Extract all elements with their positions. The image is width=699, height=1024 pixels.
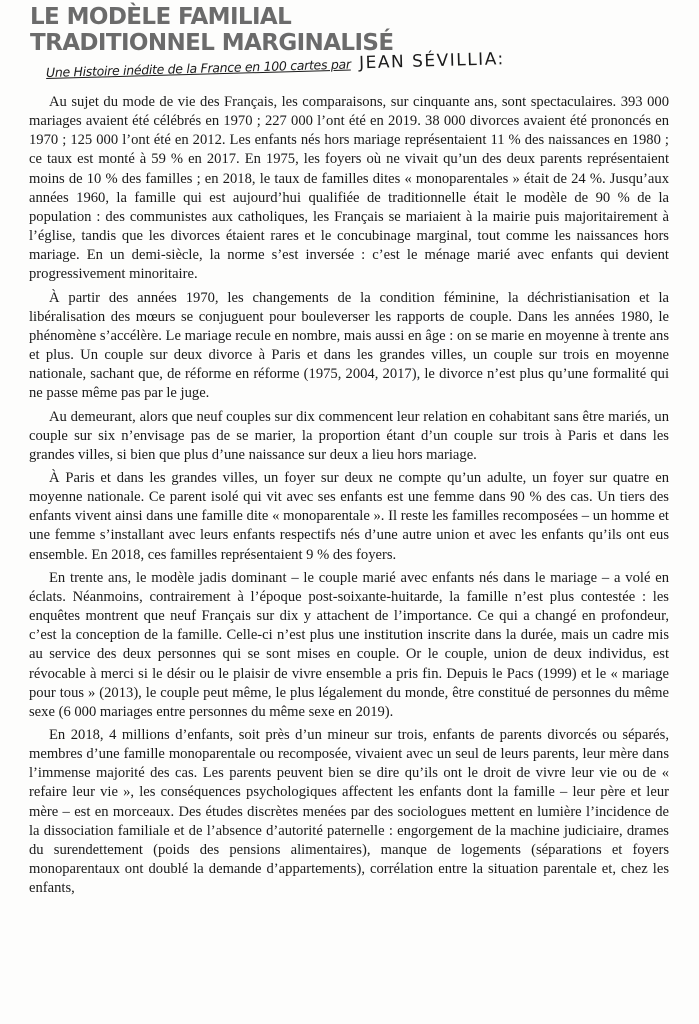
handwritten-author: JEAN SÉVILLIA: bbox=[358, 49, 506, 74]
paragraph-5: En trente ans, le modèle jadis dominant – le couple marié avec enfants nés dans le mariage – a volé en éclats. Néanmoins, contrairement à l’époque post-soixante-huitarde, la famille n’est plus contestée : les enquêtes montrent que neuf Français sur dix y attachent de l’importance. Ce qui a changé en profondeur, c’est la conception de la famille. Celle-ci n’est plus une institution inscrite dans la durée, mais un cadre mis au service des deux personnes qui se sont mises en couple. Or le couple, union de deux individus, est révocable à merci si le désir ou le plaisir de vivre ensemble a pris fin. Depuis le Pacs (1999) et le « mariage pour tous » (2013), le couple peut même, le plus légalement du monde, être constitué de personnes du même sexe (6 000 mariages entre personnes du même sexe en 2019). bbox=[29, 569, 669, 720]
paragraph-3: Au demeurant, alors que neuf couples sur dix commencent leur relation en cohabitant sans être mariés, un couple sur six n’envisage pas de se marier, la proportion étant d’un couple sur trois à Paris et dans les grandes villes, si bien que plus d’une naissance sur deux a lieu hors mariage. bbox=[29, 408, 669, 463]
paragraph-2: À partir des années 1970, les changements de la condition féminine, la déchristianisation et la libéralisation des mœurs se conjuguent pour bouleverser les rapports de couple. Dans les années 1980, le phénomène s’accélère. Le mariage recule en nombre, mais aussi en âge : on se marie en moyenne à trente ans et plus. Un couple sur deux divorce à Paris et dans les grandes villes, un couple sur trois en moyenne nationale, sachant que, de réforme en réforme (1975, 2004, 2017), le divorce n’est plus qu’une formalité qui ne passe même pas par le juge. bbox=[29, 289, 669, 402]
paragraph-6: En 2018, 4 millions d’enfants, soit près d’un mineur sur trois, enfants de parents divorcés ou séparés, membres d’une famille monoparentale ou recomposée, vivaient avec un seul de leurs parents, leur mère dans l’immense majorité des cas. Les parents peuvent bien se dire qu’ils ont le droit de vivre leur vie ou de « refaire leur vie », les conséquences psychologiques affectent les enfants dont la famille – leur père et leur mère – est en morceaux. Des études discrètes menées par des sociologues mettent en lumière l’incidence de la dissociation familiale et de l’absence d’autorité paternelle : engorgement de la machine judiciaire, drames du surendettement (poids des pensions alimentaires), manque de logements (séparations et foyers monoparentaux ont doublé la demande d’appartements), corrélation entre la situation parentale et, chez les enfants, bbox=[29, 727, 669, 897]
article-title bbox=[30, 4, 394, 56]
handwritten-source-title: Une Histoire inédite de la France en 100 cartes par bbox=[45, 56, 351, 80]
article-body bbox=[29, 93, 669, 898]
paragraph-1: Au sujet du mode de vie des Français, les comparaisons, sur cinquante ans, sont spectaculaires. 393 000 mariages avaient été célébrés en 1970 ; 227 000 l’ont été en 2019. 38 000 divorces avaient été prononcés en 1970 ; 125 000 l’ont été en 2012. Les enfants nés hors mariage représentaient 11 % des naissances en 1980 ; ce taux est monté à 59 % en 2017. En 1975, les foyers où ne vivait qu’un des deux parents représentaient moins de 10 % des familles ; en 2018, le taux de familles dites « monoparentales » était de 24 %. Jusqu’aux années 1960, la famille qui est aujourd’hui qualifiée de traditionnelle était le modèle de 90 % de la population : des communistes aux catholiques, les Français se mariaient à la mairie puis majoritairement à l’église, tandis que les divorces étaient rares et le concubinage marginal, tout comme les naissances hors mariage. En un demi-siècle, la norme s’est inversée : c’est le ménage marié avec enfants qui devient progressivement minoritaire. bbox=[29, 94, 669, 283]
title-line-2: TRADITIONNEL MARGINALISÉ bbox=[30, 30, 394, 56]
title-line-1: LE MODÈLE FAMILIAL bbox=[30, 4, 292, 30]
paragraph-4: À Paris et dans les grandes villes, un foyer sur deux ne compte qu’un adulte, un foyer sur quatre en moyenne nationale. Ce parent isolé qui vit avec ses enfants est une femme dans 90 % des cas. Un tiers des enfants vivent ainsi dans une famille dite « monoparentale ». Il reste les familles recomposées – un homme et une femme s’installant avec leurs enfants respectifs nés d’une autre union et avec les enfants qu’ils ont eus ensemble. En 2018, ces familles représentaient 9 % des foyers. bbox=[29, 469, 669, 563]
